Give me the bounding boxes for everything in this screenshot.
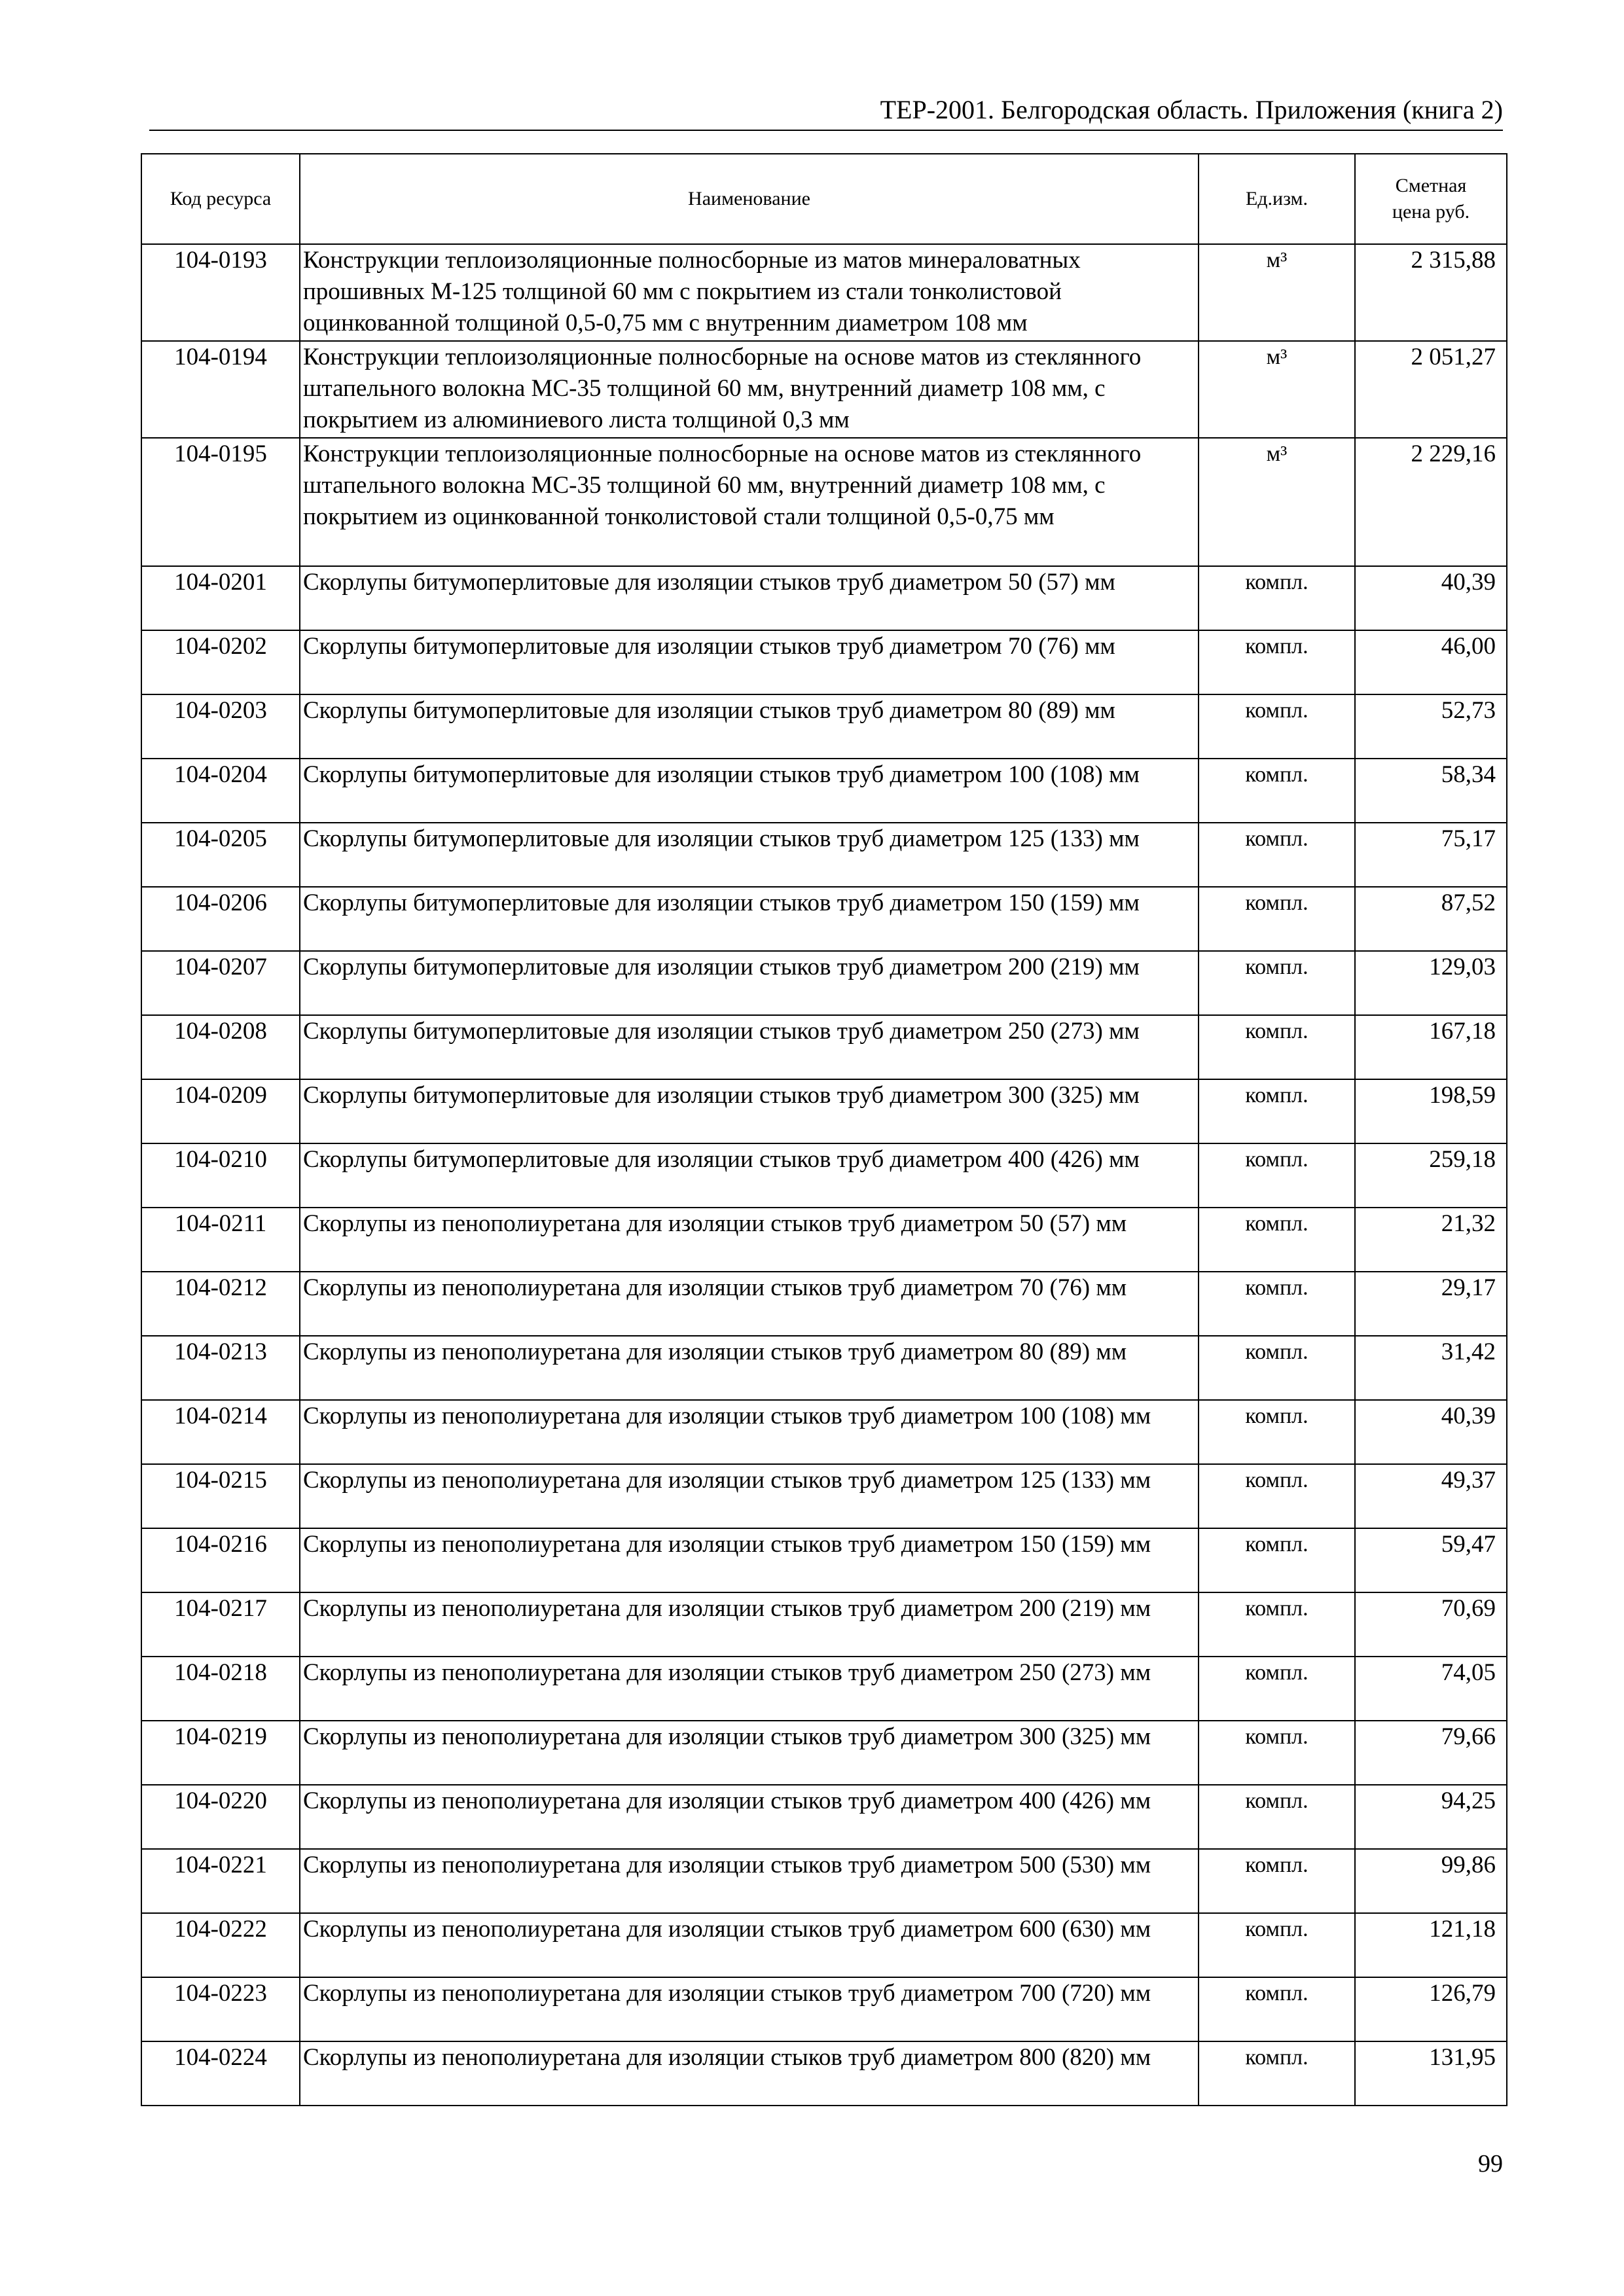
- cell-price: 21,32: [1355, 1208, 1507, 1272]
- cell-unit: компл.: [1199, 1079, 1355, 1143]
- cell-code: 104-0221: [141, 1849, 300, 1913]
- cell-code: 104-0214: [141, 1400, 300, 1464]
- cell-code: 104-0220: [141, 1785, 300, 1849]
- cell-unit: компл.: [1199, 1977, 1355, 2041]
- cell-code: 104-0216: [141, 1528, 300, 1592]
- cell-unit: компл.: [1199, 823, 1355, 887]
- cell-code: 104-0195: [141, 438, 300, 566]
- cell-code: 104-0207: [141, 951, 300, 1015]
- cell-name: Скорлупы из пенополиуретана для изоляции стыков труб диаметром 250 (273) мм: [300, 1657, 1199, 1721]
- cell-price: 129,03: [1355, 951, 1507, 1015]
- cell-code: 104-0222: [141, 1913, 300, 1977]
- cell-price: 40,39: [1355, 566, 1507, 630]
- cell-name: Скорлупы из пенополиуретана для изоляции стыков труб диаметром 700 (720) мм: [300, 1977, 1199, 2041]
- table-header-row: [141, 154, 1507, 244]
- cell-price: 2 315,88: [1355, 244, 1507, 341]
- cell-unit: м³: [1199, 438, 1355, 566]
- cell-code: 104-0213: [141, 1336, 300, 1400]
- cell-code: 104-0202: [141, 630, 300, 694]
- column-header-code: Код ресурса: [141, 154, 300, 244]
- cell-price: 52,73: [1355, 694, 1507, 759]
- table-row: [141, 1977, 1507, 2041]
- cell-code: 104-0224: [141, 2041, 300, 2106]
- table-row: [141, 823, 1507, 887]
- cell-price: 59,47: [1355, 1528, 1507, 1592]
- table-row: [141, 1015, 1507, 1079]
- table-row: [141, 1336, 1507, 1400]
- table-row: [141, 2041, 1507, 2106]
- table-row: [141, 341, 1507, 438]
- cell-name: Скорлупы битумоперлитовые для изоляции стыков труб диаметром 125 (133) мм: [300, 823, 1199, 887]
- cell-code: 104-0211: [141, 1208, 300, 1272]
- cell-name: Скорлупы битумоперлитовые для изоляции стыков труб диаметром 100 (108) мм: [300, 759, 1199, 823]
- cell-name: Скорлупы из пенополиуретана для изоляции стыков труб диаметром 600 (630) мм: [300, 1913, 1199, 1977]
- cell-price: 167,18: [1355, 1015, 1507, 1079]
- cell-unit: компл.: [1199, 2041, 1355, 2106]
- cell-price: 126,79: [1355, 1977, 1507, 2041]
- table-row: [141, 887, 1507, 951]
- cell-unit: компл.: [1199, 1657, 1355, 1721]
- cell-unit: м³: [1199, 341, 1355, 438]
- resource-price-table: [141, 153, 1507, 2106]
- cell-name: Скорлупы из пенополиуретана для изоляции стыков труб диаметром 800 (820) мм: [300, 2041, 1199, 2106]
- cell-name: Скорлупы битумоперлитовые для изоляции стыков труб диаметром 200 (219) мм: [300, 951, 1199, 1015]
- cell-code: 104-0219: [141, 1721, 300, 1785]
- cell-name: Скорлупы битумоперлитовые для изоляции стыков труб диаметром 300 (325) мм: [300, 1079, 1199, 1143]
- cell-code: 104-0205: [141, 823, 300, 887]
- cell-price: 58,34: [1355, 759, 1507, 823]
- table-row: [141, 759, 1507, 823]
- header-rule: [149, 130, 1503, 131]
- cell-price: 29,17: [1355, 1272, 1507, 1336]
- cell-unit: компл.: [1199, 759, 1355, 823]
- cell-name: Скорлупы битумоперлитовые для изоляции стыков труб диаметром 150 (159) мм: [300, 887, 1199, 951]
- column-header-name: Наименование: [300, 154, 1199, 244]
- table-row: [141, 1208, 1507, 1272]
- table-row: [141, 1849, 1507, 1913]
- table-row: [141, 1079, 1507, 1143]
- table-row: [141, 951, 1507, 1015]
- cell-code: 104-0204: [141, 759, 300, 823]
- cell-code: 104-0212: [141, 1272, 300, 1336]
- cell-name: Скорлупы битумоперлитовые для изоляции стыков труб диаметром 70 (76) мм: [300, 630, 1199, 694]
- table-row: [141, 1785, 1507, 1849]
- column-header-price: Сметная цена руб.: [1355, 154, 1507, 244]
- cell-name: Скорлупы из пенополиуретана для изоляции стыков труб диаметром 200 (219) мм: [300, 1592, 1199, 1657]
- cell-name: Конструкции теплоизоляционные полносборные из матов минераловатных прошивных М-125 толщиной 60 мм с покрытием из стали тонколистовой оцинкованной толщиной 0,5-0,75 мм с внутренним диаметром 108 мм: [300, 244, 1199, 341]
- cell-name: Скорлупы из пенополиуретана для изоляции стыков труб диаметром 150 (159) мм: [300, 1528, 1199, 1592]
- cell-name: Скорлупы из пенополиуретана для изоляции стыков труб диаметром 400 (426) мм: [300, 1785, 1199, 1849]
- table-row: [141, 630, 1507, 694]
- cell-name: Скорлупы битумоперлитовые для изоляции стыков труб диаметром 400 (426) мм: [300, 1143, 1199, 1208]
- cell-unit: компл.: [1199, 1208, 1355, 1272]
- cell-code: 104-0218: [141, 1657, 300, 1721]
- cell-name: Скорлупы битумоперлитовые для изоляции стыков труб диаметром 250 (273) мм: [300, 1015, 1199, 1079]
- running-header: ТЕР-2001. Белгородская область. Приложения (книга 2): [880, 95, 1503, 124]
- cell-name: Скорлупы из пенополиуретана для изоляции стыков труб диаметром 50 (57) мм: [300, 1208, 1199, 1272]
- cell-price: 198,59: [1355, 1079, 1507, 1143]
- cell-unit: компл.: [1199, 1015, 1355, 1079]
- table-body: [141, 244, 1507, 2106]
- table-row: [141, 694, 1507, 759]
- cell-code: 104-0203: [141, 694, 300, 759]
- cell-price: 87,52: [1355, 887, 1507, 951]
- cell-code: 104-0201: [141, 566, 300, 630]
- cell-price: 74,05: [1355, 1657, 1507, 1721]
- cell-code: 104-0215: [141, 1464, 300, 1528]
- cell-price: 49,37: [1355, 1464, 1507, 1528]
- cell-code: 104-0217: [141, 1592, 300, 1657]
- table-row: [141, 1592, 1507, 1657]
- cell-code: 104-0208: [141, 1015, 300, 1079]
- cell-code: 104-0209: [141, 1079, 300, 1143]
- cell-unit: компл.: [1199, 1464, 1355, 1528]
- cell-unit: компл.: [1199, 1592, 1355, 1657]
- table-row: [141, 438, 1507, 566]
- cell-code: 104-0194: [141, 341, 300, 438]
- cell-price: 79,66: [1355, 1721, 1507, 1785]
- cell-unit: компл.: [1199, 1272, 1355, 1336]
- page-number: 99: [1478, 2150, 1503, 2178]
- table-row: [141, 1464, 1507, 1528]
- cell-unit: компл.: [1199, 951, 1355, 1015]
- table-row: [141, 244, 1507, 341]
- cell-name: Скорлупы битумоперлитовые для изоляции стыков труб диаметром 50 (57) мм: [300, 566, 1199, 630]
- table-row: [141, 1143, 1507, 1208]
- table-row: [141, 1272, 1507, 1336]
- cell-unit: компл.: [1199, 694, 1355, 759]
- cell-unit: компл.: [1199, 1143, 1355, 1208]
- cell-price: 31,42: [1355, 1336, 1507, 1400]
- cell-code: 104-0193: [141, 244, 300, 341]
- cell-name: Конструкции теплоизоляционные полносборные на основе матов из стеклянного штапельного волокна МС-35 толщиной 60 мм, внутренний диаметр 108 мм, с покрытием из оцинкованной тонколистовой стали толщиной 0,5-0,75 мм: [300, 438, 1199, 566]
- cell-unit: компл.: [1199, 887, 1355, 951]
- cell-code: 104-0223: [141, 1977, 300, 2041]
- cell-price: 99,86: [1355, 1849, 1507, 1913]
- cell-unit: компл.: [1199, 1336, 1355, 1400]
- column-header-unit: Ед.изм.: [1199, 154, 1355, 244]
- table-row: [141, 1400, 1507, 1464]
- table-row: [141, 1528, 1507, 1592]
- table-row: [141, 1913, 1507, 1977]
- cell-price: 94,25: [1355, 1785, 1507, 1849]
- cell-unit: компл.: [1199, 1528, 1355, 1592]
- cell-name: Скорлупы из пенополиуретана для изоляции стыков труб диаметром 100 (108) мм: [300, 1400, 1199, 1464]
- cell-price: 46,00: [1355, 630, 1507, 694]
- cell-price: 75,17: [1355, 823, 1507, 887]
- cell-unit: м³: [1199, 244, 1355, 341]
- cell-name: Скорлупы битумоперлитовые для изоляции стыков труб диаметром 80 (89) мм: [300, 694, 1199, 759]
- cell-price: 131,95: [1355, 2041, 1507, 2106]
- cell-name: Скорлупы из пенополиуретана для изоляции стыков труб диаметром 125 (133) мм: [300, 1464, 1199, 1528]
- cell-unit: компл.: [1199, 566, 1355, 630]
- table-row: [141, 1721, 1507, 1785]
- cell-price: 70,69: [1355, 1592, 1507, 1657]
- table-row: [141, 566, 1507, 630]
- cell-code: 104-0210: [141, 1143, 300, 1208]
- cell-price: 259,18: [1355, 1143, 1507, 1208]
- cell-code: 104-0206: [141, 887, 300, 951]
- cell-price: 2 051,27: [1355, 341, 1507, 438]
- table-row: [141, 1657, 1507, 1721]
- cell-price: 121,18: [1355, 1913, 1507, 1977]
- cell-name: Скорлупы из пенополиуретана для изоляции стыков труб диаметром 300 (325) мм: [300, 1721, 1199, 1785]
- cell-name: Конструкции теплоизоляционные полносборные на основе матов из стеклянного штапельного волокна МС-35 толщиной 60 мм, внутренний диаметр 108 мм, с покрытием из алюминиевого листа толщиной 0,3 мм: [300, 341, 1199, 438]
- cell-name: Скорлупы из пенополиуретана для изоляции стыков труб диаметром 80 (89) мм: [300, 1336, 1199, 1400]
- cell-name: Скорлупы из пенополиуретана для изоляции стыков труб диаметром 70 (76) мм: [300, 1272, 1199, 1336]
- cell-unit: компл.: [1199, 1400, 1355, 1464]
- cell-unit: компл.: [1199, 1721, 1355, 1785]
- cell-unit: компл.: [1199, 630, 1355, 694]
- cell-price: 2 229,16: [1355, 438, 1507, 566]
- cell-price: 40,39: [1355, 1400, 1507, 1464]
- cell-name: Скорлупы из пенополиуретана для изоляции стыков труб диаметром 500 (530) мм: [300, 1849, 1199, 1913]
- cell-unit: компл.: [1199, 1785, 1355, 1849]
- cell-unit: компл.: [1199, 1849, 1355, 1913]
- cell-unit: компл.: [1199, 1913, 1355, 1977]
